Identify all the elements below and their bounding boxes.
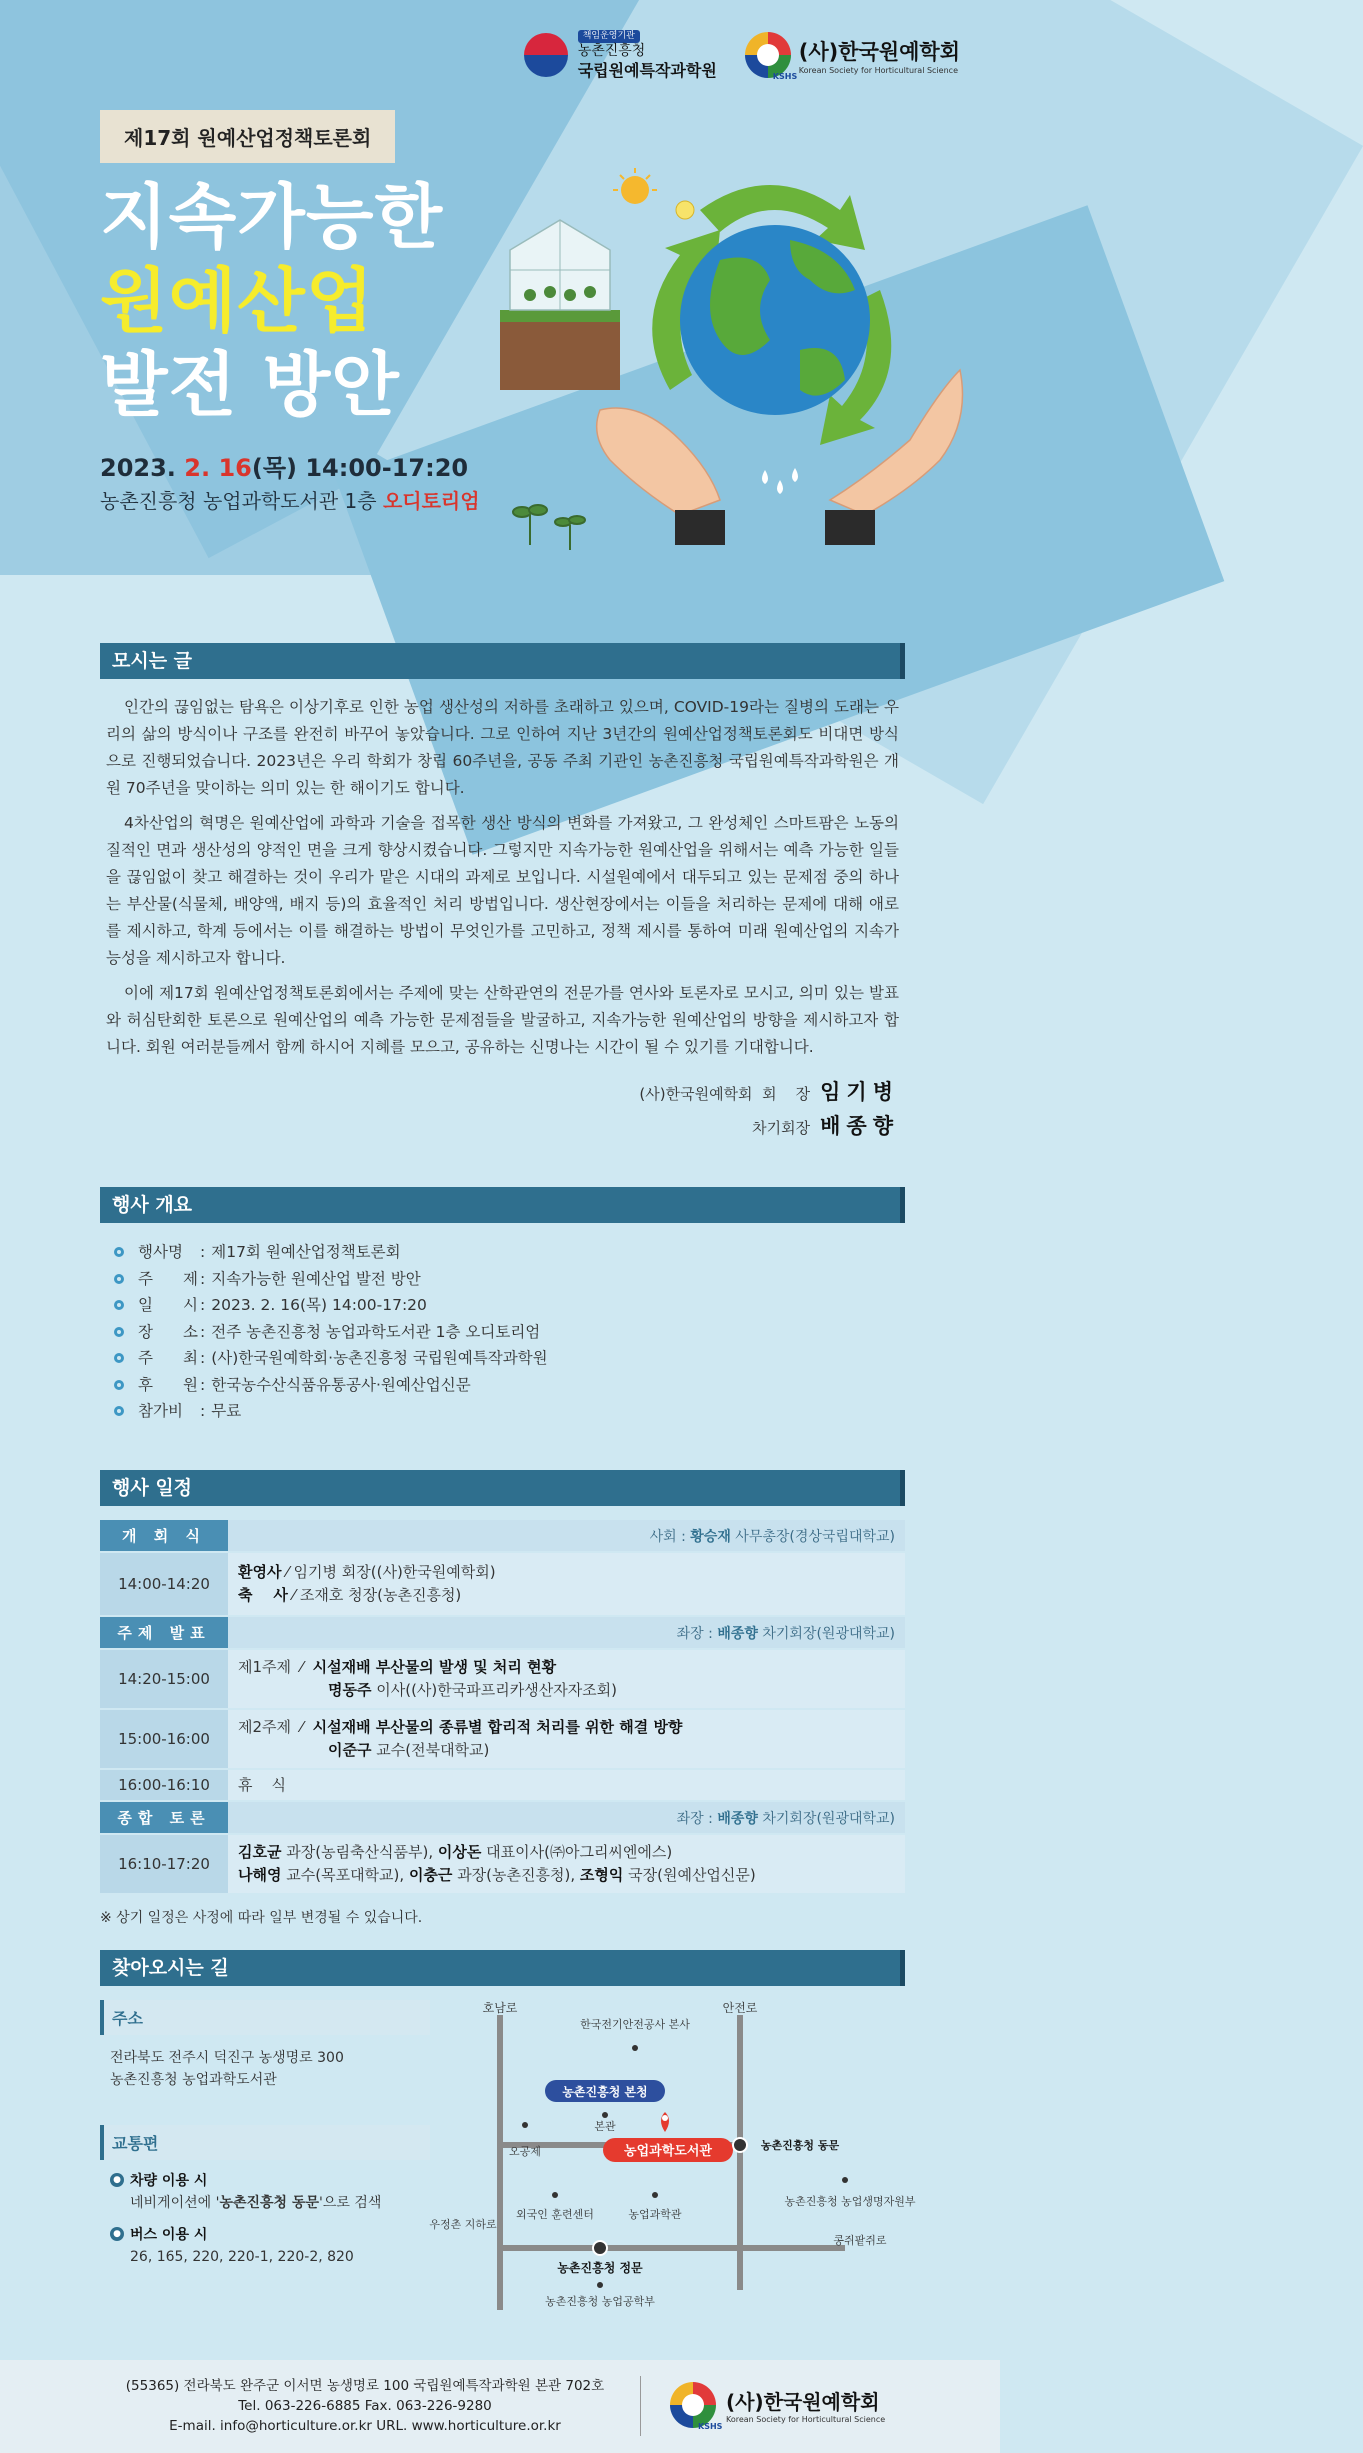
directions-section [100, 1950, 916, 2350]
map-label: 콩쥐팥쥐로 [833, 2234, 887, 2247]
schedule-table [100, 1520, 905, 1893]
overview-value: 2023. 2. 16(목) 14:00-17:20 [211, 1296, 427, 1314]
title-line1: 지속가능한 [100, 176, 444, 258]
map-label: 농촌진흥청 정문 [557, 2261, 643, 2275]
speaker-affiliation: 교수(전북대학교) [371, 1741, 490, 1759]
overview-key: 행사명 [138, 1243, 183, 1261]
footer-logo [670, 2382, 886, 2431]
program-cell [228, 1834, 905, 1893]
title-line3: 발전 방안 [100, 344, 400, 426]
panelist-affiliation: 과장(농림축산식품부), [281, 1843, 438, 1861]
section-heading: 행사 일정 [100, 1470, 905, 1506]
map-label: 호남로 [482, 2001, 518, 2015]
sleeve-left [675, 510, 725, 545]
speaker-affiliation: 이사((사)한국파프리카생산자자조회) [371, 1681, 618, 1699]
map-point [602, 2112, 608, 2118]
speech-label: 축 사 [238, 1586, 288, 1604]
chair-info [228, 1520, 905, 1552]
program-cell [228, 1552, 905, 1616]
footer-logo-main: (사)한국원예학회 [726, 2390, 880, 2414]
schedule-section-row [100, 1616, 905, 1649]
bullet-icon [114, 1380, 124, 1390]
invitation-section [100, 643, 905, 1143]
chair-affiliation: 차기회장(원광대학교) [757, 1810, 895, 1827]
schedule-label: 주제 발표 [100, 1616, 228, 1649]
overview-key: 일 시 [138, 1296, 198, 1314]
car-text-post: '으로 검색 [319, 2195, 382, 2211]
overview-item: 주 최 : (사)한국원예학회·농촌진흥청 국립원예특작과학원 [114, 1345, 905, 1372]
panelist-name: 조형익 [579, 1866, 624, 1884]
chair-role: 좌장 : [676, 1810, 718, 1827]
invitation-paragraph: 인간의 끊임없는 탐욕은 이상기후로 인한 농업 생산성의 저하를 초래하고 있으며, COVID-19라는 질병의 도래는 우리의 삶의 방식이나 구조를 완전히 바꾸어 놓았습니다. 그로 인하여 지난 3년간의 원예산업정책토론회도 비대면 방식으로 진행되었습니다. 2023년은 우리 학회가 창립 60주년을, 공동 주최 기관인 농촌진흥청 국립원예특작과학원은 개원 70주년을 맞이하는 의미 있는 한 해이기도 합니다. [106, 698, 899, 797]
event-venue [100, 485, 480, 514]
table-row [100, 1552, 905, 1616]
map-label: 본관 [594, 2120, 616, 2133]
address-line: 농촌진흥청 농업과학도서관 [110, 2072, 277, 2088]
overview-item: 장 소 : 전주 농촌진흥청 농업과학도서관 1층 오디토리엄 [114, 1319, 905, 1346]
date-suffix: (목) 14:00-17:20 [251, 454, 469, 482]
transit-label: 교통편 [100, 2125, 430, 2160]
overview-item: 일 시 : 2023. 2. 16(목) 14:00-17:20 [114, 1292, 905, 1319]
map-label: 한국전기안전공사 본사 [580, 2018, 690, 2031]
bus-icon: ● [110, 2227, 124, 2241]
map-label: 오공제 [509, 2145, 541, 2158]
gate-marker [733, 2138, 747, 2152]
overview-value: 제17회 원예산업정책토론회 [211, 1243, 401, 1261]
chair-name: 배종향 [717, 1810, 758, 1827]
footer [0, 2360, 1000, 2453]
overview-key: 주 최 [138, 1349, 198, 1367]
earth-icon [680, 225, 870, 415]
schedule-section-row [100, 1520, 905, 1552]
overview-key: 주 제 [138, 1269, 198, 1288]
kshs-mark: KSHS [698, 2422, 723, 2431]
time-cell: 14:20-15:00 [100, 1649, 228, 1709]
map-label: 안전로 [722, 2001, 758, 2015]
sun-icon [621, 176, 649, 204]
address-label: 주소 [100, 2000, 430, 2035]
edition-badge: 제17회 원예산업정책토론회 [100, 110, 395, 163]
footer-address [95, 2376, 635, 2436]
time-cell: 16:10-17:20 [100, 1834, 228, 1893]
chair-affiliation: 차기회장(원광대학교) [757, 1625, 895, 1642]
event-date [100, 448, 468, 483]
logo1-badge: 책임운영기관 [578, 30, 640, 43]
table-row [100, 1709, 905, 1769]
venue-prefix: 농촌진흥청 농업과학도서관 1층 [100, 489, 383, 513]
car-icon: ● [110, 2173, 124, 2187]
overview-list [100, 1239, 905, 1425]
speaker-name: 이준구 [328, 1741, 372, 1759]
map-label: 농촌진흥청 농업생명자원부 [784, 2195, 916, 2208]
map-label: 농업과학관 [628, 2208, 682, 2221]
topic-number: 제1주제 ⁄ [238, 1658, 313, 1676]
chair-name: 황승재 [690, 1528, 731, 1545]
schedule-section-row [100, 1801, 905, 1834]
panelist-name: 나해영 [238, 1866, 282, 1884]
footer-contact: E-mail. info@horticulture.or.kr URL. www.horticulture.or.kr [169, 2418, 561, 2434]
panelist-affiliation: 과장(농촌진흥청), [452, 1866, 580, 1884]
bullet-icon [114, 1353, 124, 1363]
rda-logo [524, 30, 717, 81]
taegeuk-icon [524, 33, 568, 77]
overview-key: 장 소 [138, 1322, 198, 1341]
bulb-icon [676, 201, 694, 219]
overview-value: 한국농수산식품유통공사·원예산업신문 [211, 1375, 471, 1394]
panelist-name: 김호균 [238, 1843, 282, 1861]
map-label: 농촌진흥청 농업공학부 [545, 2295, 655, 2308]
sign-name: 임기병 [820, 1080, 899, 1104]
overview-key: 참가비 [138, 1402, 183, 1420]
sign-role: 차기회장 [752, 1119, 811, 1137]
footer-logo-sub: Korean Society for Horticultural Science [726, 2415, 886, 2424]
overview-key: 후 원 [138, 1375, 198, 1394]
map-point [842, 2177, 848, 2183]
date-prefix: 2023. [100, 454, 185, 482]
bus-text: 26, 165, 220, 220-1, 220-2, 820 [130, 2249, 354, 2265]
address-line: 전라북도 전주시 덕진구 농생명로 300 [110, 2050, 344, 2066]
car-text-pre: 네비게이션에 ' [130, 2195, 220, 2211]
bus-label-text: 버스 이용 시 [130, 2227, 208, 2243]
table-row [100, 1834, 905, 1893]
chair-name: 배종향 [717, 1625, 758, 1642]
program-cell [228, 1649, 905, 1709]
hero-banner [0, 0, 1000, 575]
map-label: 외국인 훈련센터 [516, 2208, 594, 2221]
topic-title: 시설재배 부산물의 종류별 합리적 처리를 위한 해결 방향 [312, 1718, 683, 1736]
chair-role: 사회 : [649, 1528, 691, 1545]
map-label: 우정촌 지하로 [429, 2218, 497, 2231]
map-point [652, 2192, 658, 2198]
speech-detail: ⁄ 임기병 회장((사)한국원예학회) [281, 1563, 496, 1581]
bullet-icon [114, 1247, 124, 1257]
footer-line: (55365) 전라북도 완주군 이서면 농생명로 100 국립원예특작과학원 본관 702호 [125, 2378, 605, 2394]
map-point [522, 2122, 528, 2128]
speech-label: 환영사 [238, 1563, 282, 1581]
invitation-paragraph: 이에 제17회 원예산업정책토론회에서는 주제에 맞는 산학관연의 전문가를 연사와 토론자로 모시고, 의미 있는 발표와 허심탄회한 토론으로 원예산업의 예측 가능한 문제점들을 발굴하고, 지속가능한 원예산업의 방향을 제시하고자 합니다. 회원 여러분들께서 함께 하시어 지혜를 모으고, 공유하는 신명나는 시간이 될 수 있기를 기대합니다. [106, 984, 899, 1056]
overview-value: 무료 [211, 1402, 242, 1420]
section-heading: 찾아오시는 길 [100, 1950, 905, 1986]
panelist-affiliation: 대표이사(㈜아그리씨엔에스) [481, 1843, 673, 1861]
car-text-bold: 농촌진흥청 동문 [219, 2195, 319, 2211]
bullet-icon [114, 1406, 124, 1416]
footer-line: Tel. 063-226-6885 Fax. 063-226-9280 [238, 2398, 492, 2414]
signature-president [106, 1075, 899, 1111]
overview-value: (사)한국원예학회·농촌진흥청 국립원예특작과학원 [211, 1349, 548, 1367]
panelist-affiliation: 교수(목포대학교), [281, 1866, 409, 1884]
time-cell: 16:00-16:10 [100, 1769, 228, 1801]
schedule-note: ※ 상기 일정은 사정에 따라 일부 변경될 수 있습니다. [100, 1910, 423, 1926]
chair-role: 좌장 : [676, 1625, 718, 1642]
topic-title: 시설재배 부산물의 발생 및 처리 현황 [312, 1658, 557, 1676]
kshs-mark: KSHS [772, 72, 798, 82]
overview-item: 주 제 : 지속가능한 원예산업 발전 방안 [114, 1266, 905, 1293]
time-cell: 15:00-16:00 [100, 1709, 228, 1769]
soil-block [500, 320, 620, 390]
map-point [597, 2282, 603, 2288]
car-text [130, 2192, 430, 2214]
schedule-section [100, 1470, 905, 1927]
bullet-icon [114, 1300, 124, 1310]
title-line2: 원예산업 [100, 260, 375, 342]
overview-item: 참가비 : 무료 [114, 1398, 905, 1425]
map-label: 농업과학도서관 [624, 2144, 712, 2159]
kshs-logo [745, 32, 960, 82]
venue-highlight: 오디토리엄 [382, 489, 480, 513]
panelist-affiliation: 국장(원예산업신문) [623, 1866, 756, 1884]
map-label: 농촌진흥청 본청 [562, 2085, 648, 2099]
sun-bulb-icons [600, 165, 710, 225]
sleeve-right [825, 510, 875, 545]
map-point [632, 2045, 638, 2051]
speech-detail: ⁄ 조재호 청장(농촌진흥청) [287, 1586, 462, 1604]
event-title [100, 175, 443, 427]
overview-item: 행사명 : 제17회 원예산업정책토론회 [114, 1239, 905, 1266]
program-cell [228, 1709, 905, 1769]
sprout-icon [513, 505, 585, 550]
address-text [110, 2047, 430, 2091]
logo1-line2: 국립원예특작과학원 [577, 60, 717, 80]
bullet-icon [114, 1327, 124, 1337]
schedule-label: 개 회 식 [100, 1520, 228, 1552]
car-label-text: 차량 이용 시 [130, 2173, 208, 2189]
location-map [429, 2000, 916, 2330]
chair-info [228, 1801, 905, 1834]
invitation-paragraph: 4차산업의 혁명은 원예산업에 과학과 기술을 접목한 생산 방식의 변화를 가져왔고, 그 완성체인 스마트팜은 노동의 질적인 면과 생산성의 양적인 면을 크게 향상시켰습니다. 그렇지만 지속가능한 원예산업을 위해서는 예측 가능한 일들을 끊임없이 찾고 해결하는 것이 우리가 맡은 시대의 과제로 보입니다. 시설원예에서 대두되고 있는 문제점 중의 하나는 부산물(식물체, 배양액, 배지 등)의 효율적인 처리 방법입니다. 생산현장에서는 이들을 처리하는 문제에 대해 애로를 제시하고, 학계 등에서는 이를 해결하는 방법이 무엇인가를 고민하고, 정책 제시를 통하여 미래 원예산업의 지속가능성을 제시하고자 합니다. [106, 814, 899, 967]
logo1-line1: 농촌진흥청 [577, 43, 646, 60]
section-heading: 행사 개요 [100, 1187, 905, 1223]
table-row [100, 1769, 905, 1801]
logo2-main: (사)한국원예학회 [798, 39, 960, 64]
earth-hands-illustration [470, 170, 990, 570]
chair-info [228, 1616, 905, 1649]
overview-item: 후 원 : 한국농수산식품유통공사·원예산업신문 [114, 1372, 905, 1399]
directions-info [100, 2000, 430, 2268]
overview-value: 전주 농촌진흥청 농업과학도서관 1층 오디토리엄 [211, 1322, 541, 1341]
speaker-name: 명동주 [328, 1681, 372, 1699]
overview-section [100, 1187, 905, 1425]
sign-role: (사)한국원예학회 회 장 [639, 1085, 811, 1103]
time-cell: 14:00-14:20 [100, 1552, 228, 1616]
bus-label [110, 2224, 430, 2244]
table-row [100, 1649, 905, 1709]
logo2-sub: Korean Society for Horticultural Science [798, 65, 958, 75]
schedule-label: 종합 토론 [100, 1801, 228, 1834]
gate-marker [593, 2241, 607, 2255]
chair-affiliation: 사무총장(경상국립대학교) [730, 1528, 895, 1545]
break-cell: 휴 식 [228, 1769, 905, 1801]
section-heading: 모시는 글 [100, 643, 905, 679]
panelist-name: 이충근 [408, 1866, 453, 1884]
map-point [552, 2192, 558, 2198]
divider [640, 2376, 641, 2436]
bullet-icon [114, 1274, 124, 1284]
panelist-name: 이상돈 [437, 1843, 482, 1861]
sign-name: 배종향 [820, 1114, 899, 1138]
map-label: 농촌진흥청 동문 [760, 2139, 840, 2152]
car-label [110, 2170, 430, 2190]
overview-value: 지속가능한 원예산업 발전 방안 [211, 1269, 421, 1288]
signature-next-president [106, 1111, 899, 1143]
topic-number: 제2주제 ⁄ [238, 1718, 313, 1736]
date-highlight: 2. 16 [184, 454, 252, 482]
header-logos [524, 30, 960, 81]
